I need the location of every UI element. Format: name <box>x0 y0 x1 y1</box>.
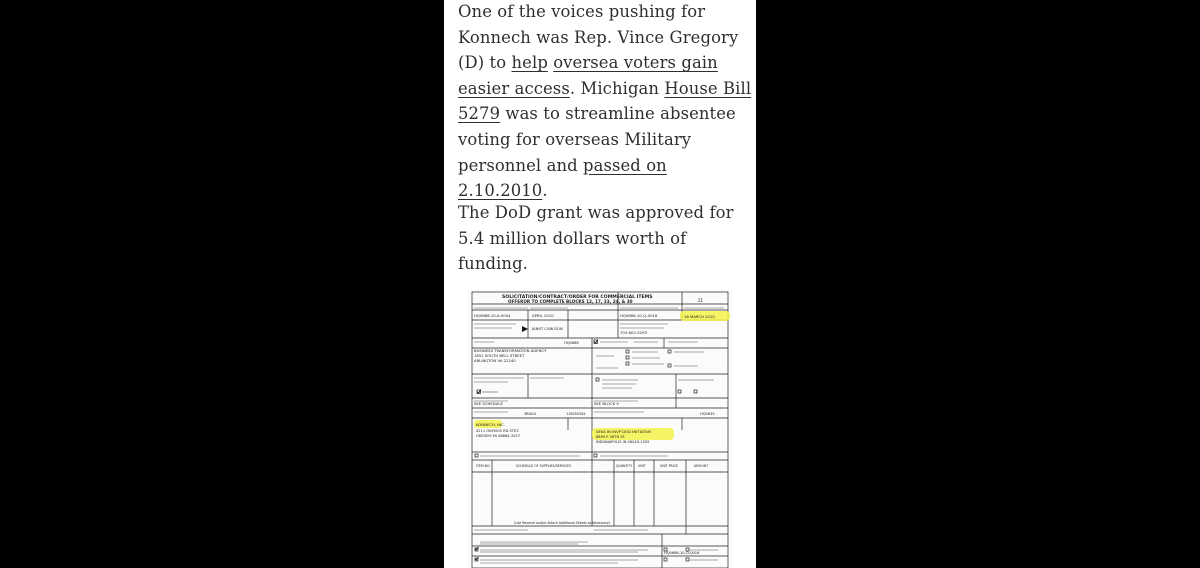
doc-subheading: OFFEROR TO COMPLETE BLOCKS 12, 17, 23, 24, & 30 <box>508 299 633 304</box>
doc-contact-phone: 703-602-5293 <box>620 330 647 335</box>
article-panel <box>444 0 756 568</box>
doc-facility-code: 118050354 <box>566 412 586 416</box>
doc-issued-by-2: 1851 SOUTH BELL STREET <box>474 353 525 358</box>
doc-contractor-addr2: OKEMOS MI 48864-3257 <box>476 434 520 438</box>
doc-col-schedule: SCHEDULE OF SUPPLIES/SERVICES <box>516 464 572 468</box>
article-paragraph-konnech <box>458 0 754 204</box>
doc-issued-by-1: BUSINESS TRANSFORMATION AGENCY <box>474 348 547 353</box>
doc-col-amount: AMOUNT <box>694 464 709 468</box>
doc-col-unit: UNIT <box>638 464 646 468</box>
paragraph-text: was to streamline absentee voting for overseas Military personnel and <box>458 104 736 175</box>
paragraph-text: . Michigan <box>569 78 665 98</box>
article-paragraph-grant: The DoD grant was approved for 5.4 million dollars worth of funding. <box>458 203 734 274</box>
highlight-marks <box>474 311 730 440</box>
doc-administered-by: SEE BLOCK 9 <box>594 401 619 406</box>
doc-payment-line1: DFAS IN INVP DOD INITIATIVE <box>596 429 652 434</box>
link-passed-on[interactable]: passed on 2.10.2010 <box>458 155 667 201</box>
doc-award-date: APRIL 2010 <box>532 313 554 318</box>
doc-col-unit-price: UNIT PRICE <box>660 464 678 468</box>
doc-page-of: 21 <box>698 298 704 303</box>
doc-payment-code: HQ0635 <box>700 412 715 416</box>
doc-contract-no: HQ0686-10-A-0004 <box>474 313 511 318</box>
link-help[interactable]: help <box>511 53 548 73</box>
doc-contractor-addr1: 4211 OKEMOS RD STE3 <box>476 429 519 433</box>
link-house-bill[interactable]: House Bill 5279 <box>458 78 752 124</box>
paragraph-text: One of the voices pushing for Konnech was Rep. Vince Gregory (D) to <box>458 2 739 73</box>
doc-contractor-name: KONNECH, INC. <box>476 422 506 427</box>
doc-payment-line2: 8899 E 56TH ST. <box>596 435 626 439</box>
doc-payment-line3: INDIANAPOLIS IN 46249-1505 <box>596 440 650 444</box>
contract-document-image[interactable] <box>468 290 732 568</box>
doc-contractor-code: 3RDD4 <box>524 412 536 416</box>
doc-solicitation-no: HQ0686-10-Q-0016 <box>620 313 658 318</box>
doc-issued-by-3: ARLINGTON VA 22240 <box>474 358 516 363</box>
doc-issue-date: 16 MARCH 2010 <box>684 314 715 319</box>
doc-reverse-note: (Use Reverse and/or Attach Additional Sheets as Necessary) <box>514 521 611 525</box>
doc-col-item: ITEM NO. <box>476 464 491 468</box>
paragraph-text: . <box>542 181 548 201</box>
doc-award-number: HQ0686-10-Q-0016 <box>664 551 700 555</box>
link-oversea-voters[interactable]: oversea voters gain easier access <box>458 53 718 98</box>
doc-col-quantity: QUANTITY <box>616 464 633 468</box>
doc-issued-by-code: HQ0686 <box>564 341 579 345</box>
doc-deliver-to: SEE SCHEDULE <box>474 401 503 406</box>
doc-heading: SOLICITATION/CONTRACT/ORDER FOR COMMERCIAL ITEMS <box>502 295 653 300</box>
doc-contact-name: JANET CARLSON <box>532 326 563 331</box>
